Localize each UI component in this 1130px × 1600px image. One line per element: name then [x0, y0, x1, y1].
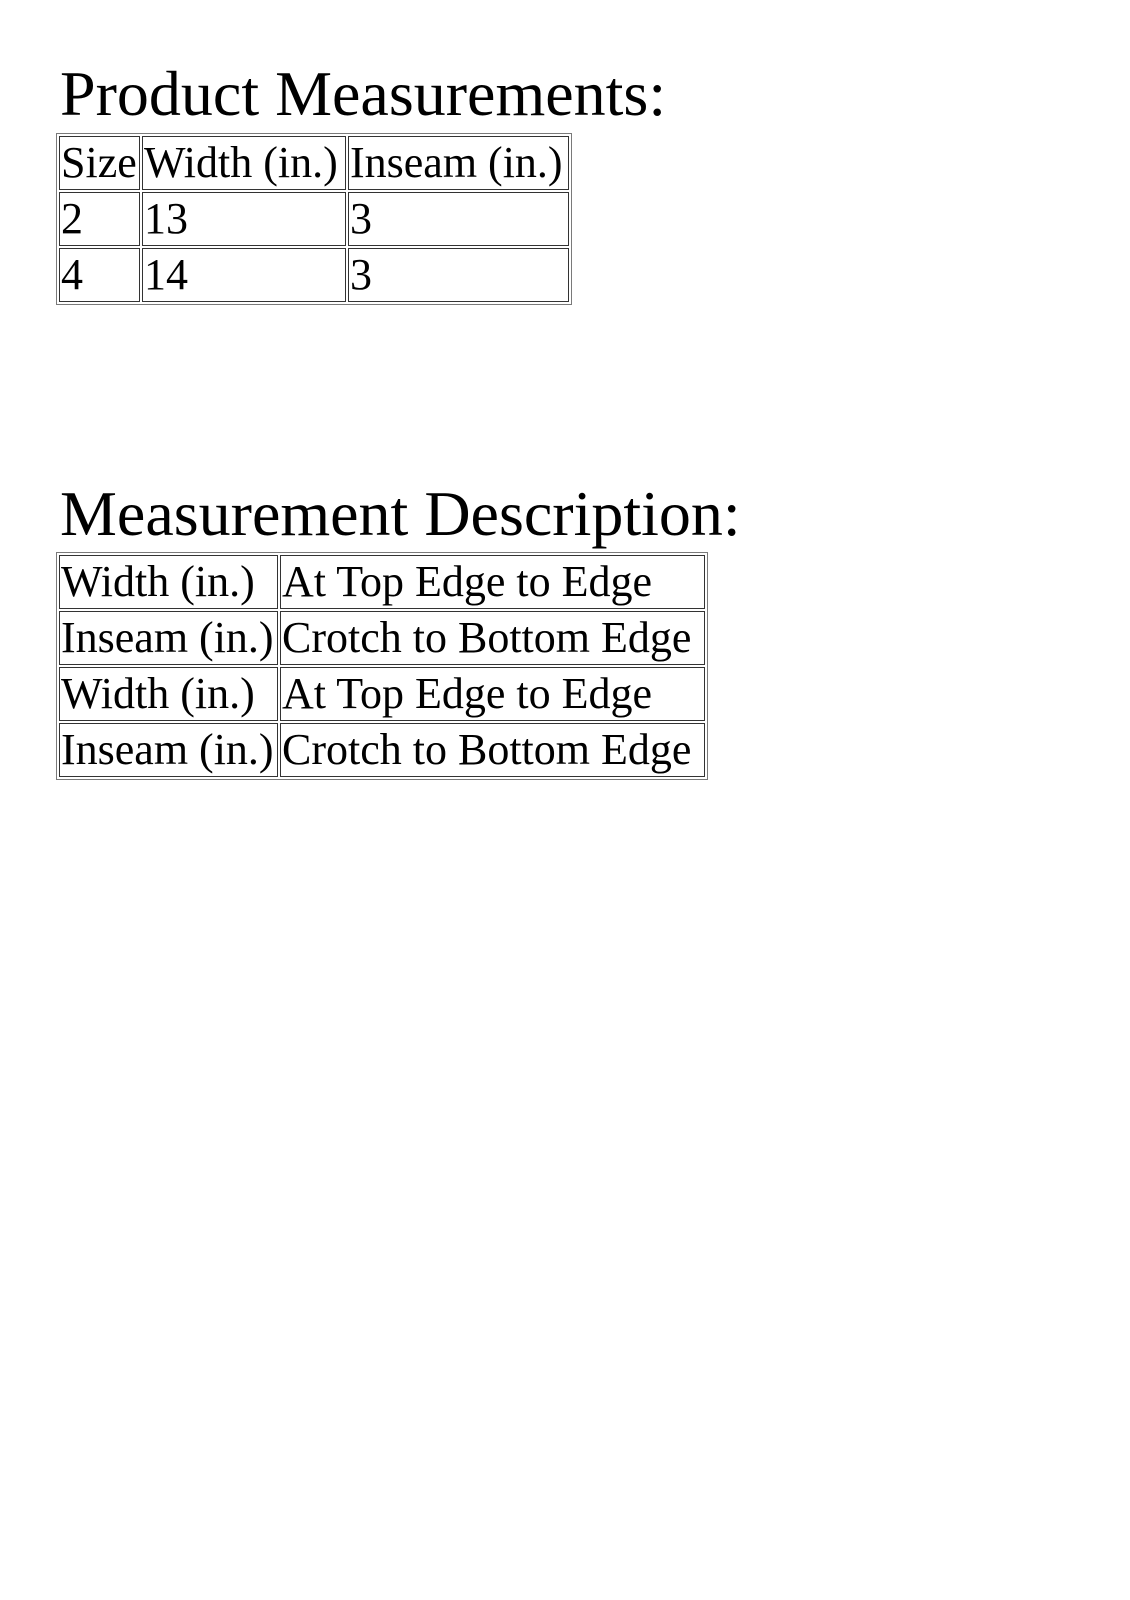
product-measurements-table [56, 133, 572, 305]
table-row [59, 248, 569, 302]
measurement-description-heading: Measurement Description: [60, 478, 741, 549]
inseam-cell: 3 [348, 248, 569, 302]
measurement-name-cell: Width (in.) [59, 667, 278, 721]
measurement-name-cell: Inseam (in.) [59, 723, 278, 777]
header-cell-inseam: Inseam (in.) [348, 136, 569, 190]
header-cell-size: Size [59, 136, 140, 190]
size-cell: 2 [59, 192, 140, 246]
width-cell: 13 [142, 192, 346, 246]
measurement-name-cell: Width (in.) [59, 555, 278, 609]
measurement-method-cell: At Top Edge to Edge [280, 555, 705, 609]
table-row [59, 723, 705, 777]
measurement-method-cell: Crotch to Bottom Edge [280, 723, 705, 777]
table-row [59, 667, 705, 721]
measurement-method-cell: At Top Edge to Edge [280, 667, 705, 721]
product-measurements-heading: Product Measurements: [60, 58, 667, 129]
measurement-description-table [56, 552, 708, 780]
table-header-row [59, 136, 569, 190]
measurement-method-cell: Crotch to Bottom Edge [280, 611, 705, 665]
measurement-name-cell: Inseam (in.) [59, 611, 278, 665]
table-row [59, 611, 705, 665]
size-cell: 4 [59, 248, 140, 302]
width-cell: 14 [142, 248, 346, 302]
header-cell-width: Width (in.) [142, 136, 346, 190]
table-row [59, 555, 705, 609]
table-row [59, 192, 569, 246]
inseam-cell: 3 [348, 192, 569, 246]
